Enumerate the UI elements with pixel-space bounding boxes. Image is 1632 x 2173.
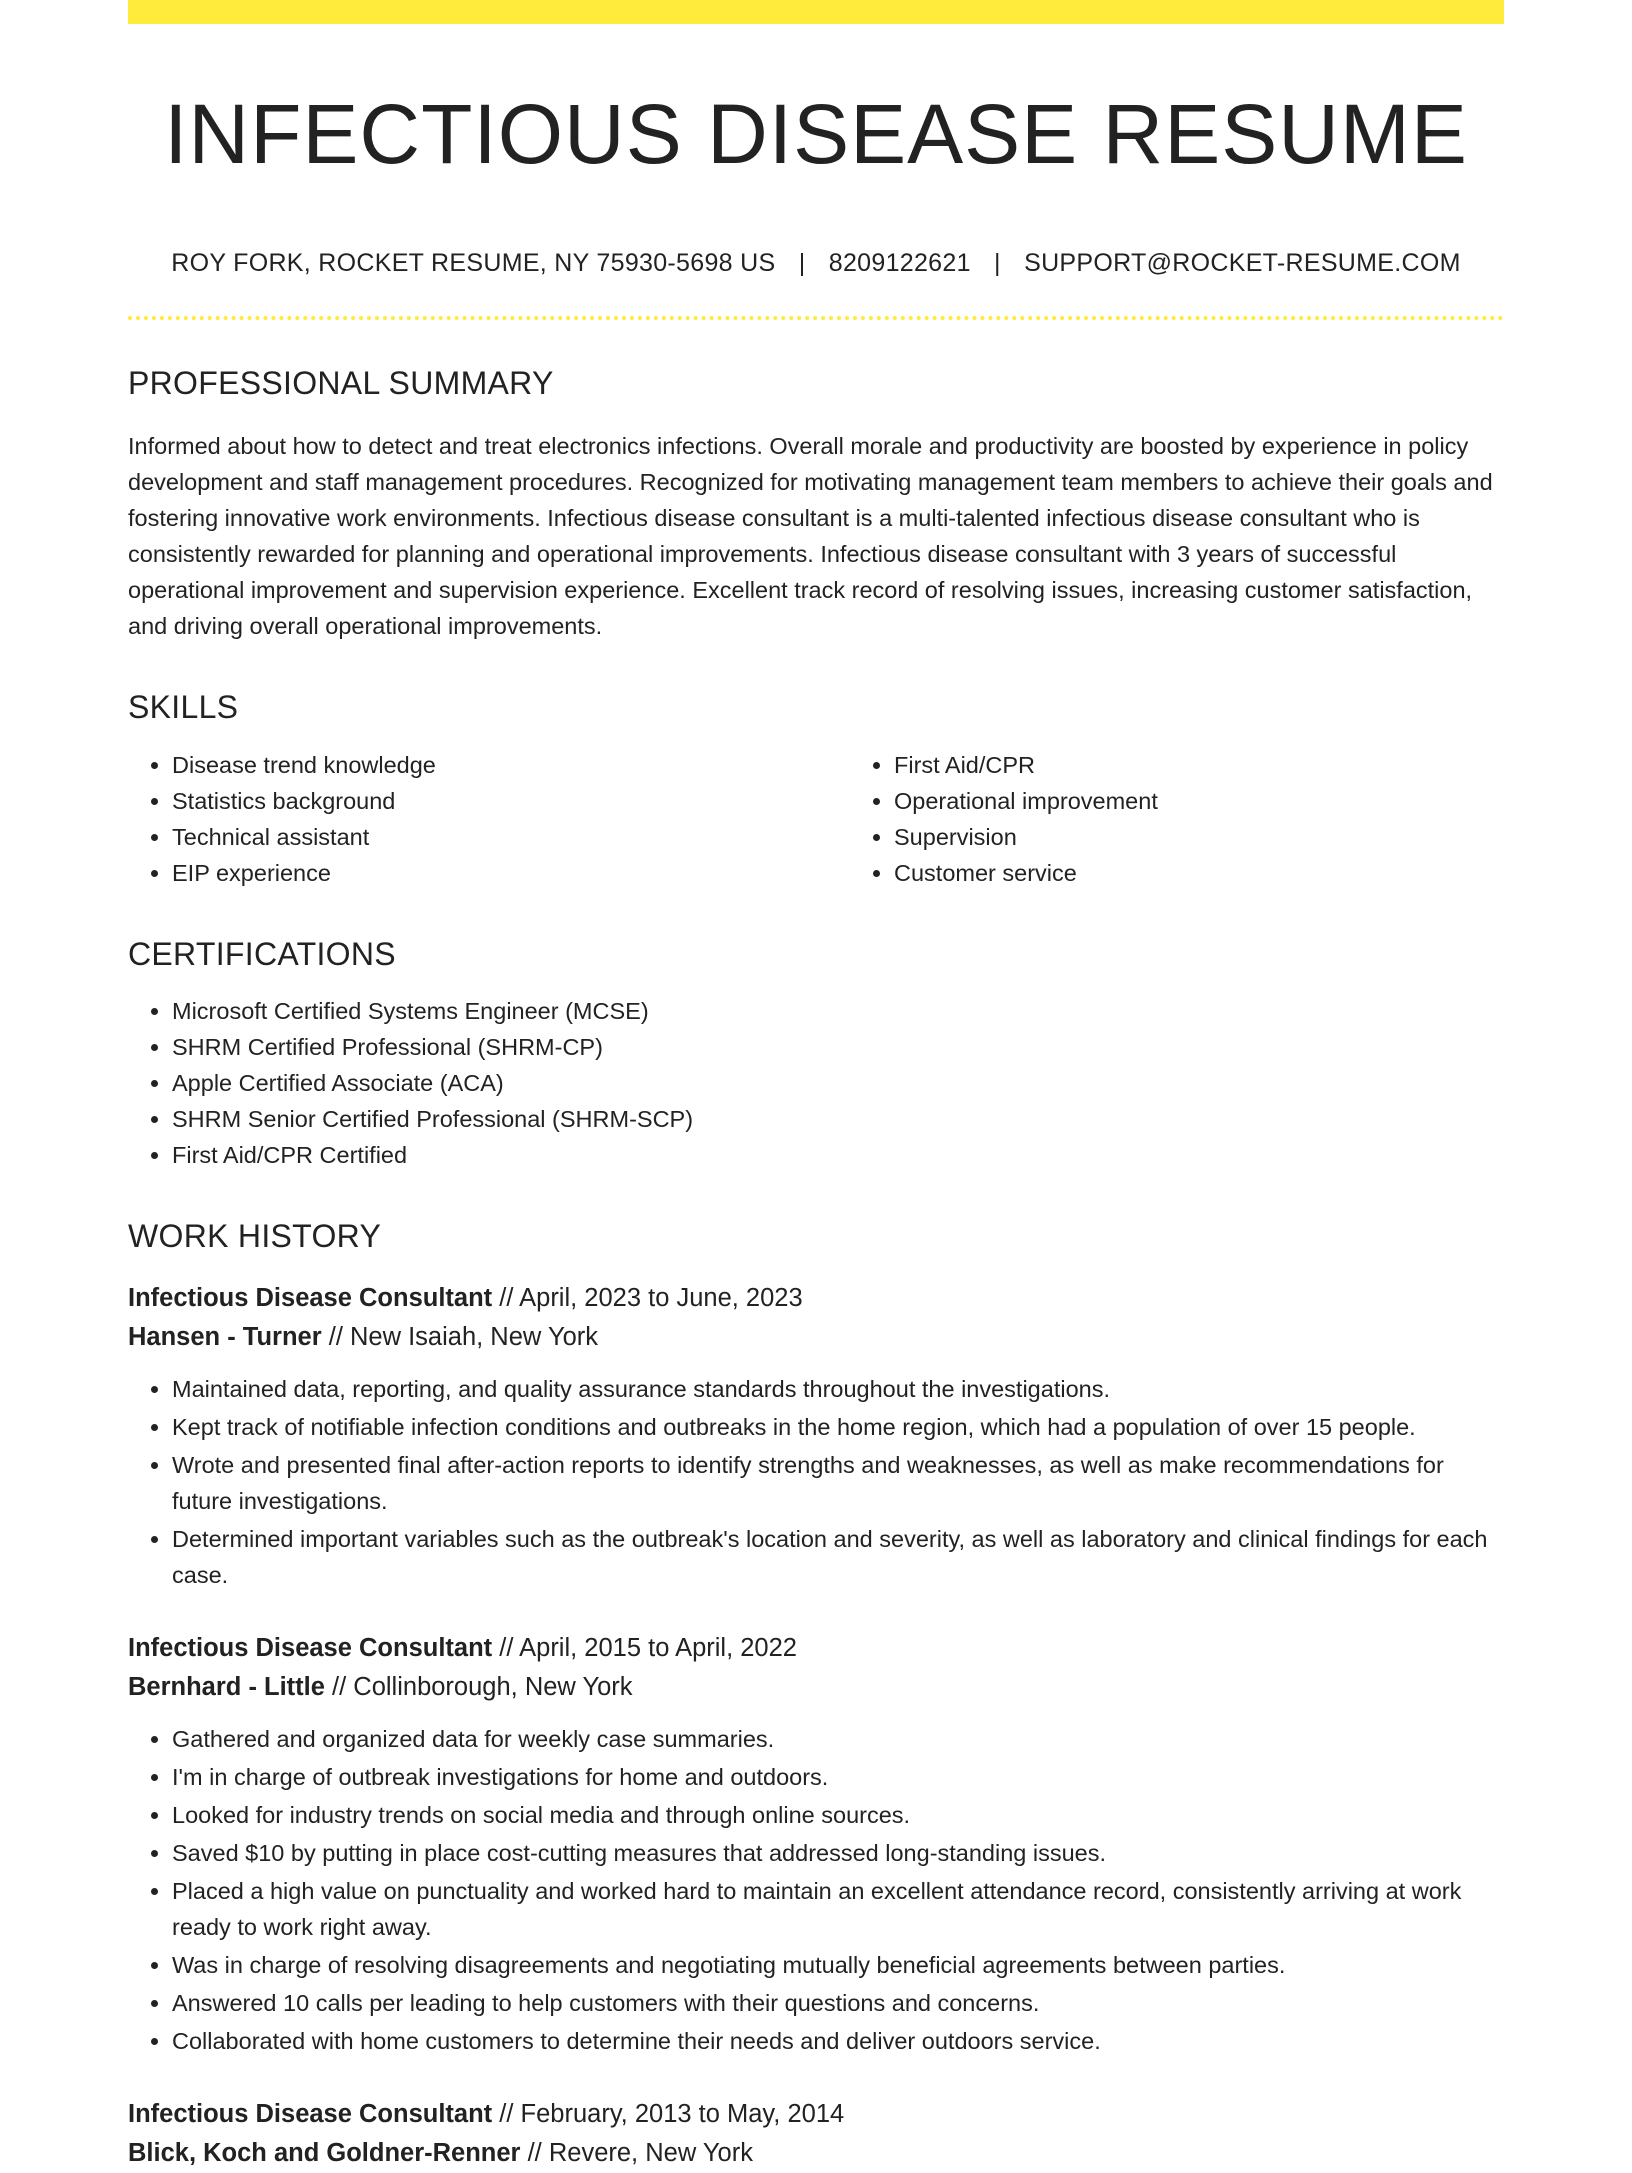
job-company: Hansen - Turner — [128, 1323, 322, 1352]
job-bullet: • Determined important variables such as the outbreak's location and severity, as well as laboratory and clinical findings for each case. — [172, 1521, 1504, 1593]
job-bullet: • Kept track of notifiable infection conditions and outbreaks in the home region, which had a population of over 15 people. — [172, 1409, 1504, 1445]
job-bullet: • Saved $10 by putting in place cost-cutting measures that addressed long-standing issues. — [172, 1835, 1504, 1871]
job-separator: // — [527, 2139, 542, 2168]
skill-item: • EIP experience — [172, 855, 850, 891]
job-entry — [128, 2095, 1504, 2173]
job-company: Bernhard - Little — [128, 1673, 325, 1702]
job-company-line — [128, 1668, 1504, 1707]
job-separator: // — [328, 1323, 343, 1352]
job-company-line — [128, 1318, 1504, 1357]
job-title: Infectious Disease Consultant — [128, 2100, 493, 2129]
skills-list-right — [850, 747, 1572, 891]
contact-line — [128, 249, 1504, 278]
summary-heading: PROFESSIONAL SUMMARY — [128, 364, 554, 401]
contact-email: SUPPORT@ROCKET-RESUME.COM — [1024, 248, 1461, 277]
work-history-section — [128, 1217, 1504, 2173]
job-bullet: • I'm in charge of outbreak investigations for home and outdoors. — [172, 1759, 1504, 1795]
job-bullet: • Placed a high value on punctuality and worked hard to maintain an excellent attendance record, consistently arriving at work ready to work right away. — [172, 1873, 1504, 1945]
job-separator: // — [499, 1284, 514, 1313]
skill-item: • Disease trend knowledge — [172, 747, 850, 783]
skills-section — [128, 688, 1504, 890]
accent-top-bar — [128, 0, 1504, 24]
certification-item: • First Aid/CPR Certified — [172, 1137, 1504, 1173]
certification-item: • Microsoft Certified Systems Engineer (MCSE) — [172, 993, 1504, 1029]
job-location: Collinborough, New York — [353, 1673, 633, 1702]
job-bullets — [128, 1721, 1504, 2059]
job-entry — [128, 1629, 1504, 2059]
job-location: Revere, New York — [548, 2139, 753, 2168]
skill-item: • Technical assistant — [172, 819, 850, 855]
job-separator: // — [499, 2100, 514, 2129]
job-bullet: • Maintained data, reporting, and quality assurance standards throughout the investigations. — [172, 1371, 1504, 1407]
job-title-line — [128, 2095, 1504, 2134]
work-history-heading: WORK HISTORY — [128, 1217, 382, 1254]
skill-item: • First Aid/CPR — [894, 747, 1572, 783]
certifications-list — [128, 993, 1504, 1173]
skill-item: • Supervision — [894, 819, 1572, 855]
job-bullets — [128, 1371, 1504, 1593]
job-title-line — [128, 1279, 1504, 1318]
job-location: New Isaiah, New York — [350, 1323, 599, 1352]
job-title: Infectious Disease Consultant — [128, 1284, 493, 1313]
certifications-heading: CERTIFICATIONS — [128, 935, 396, 972]
contact-phone: 8209122621 — [828, 248, 971, 277]
job-title: Infectious Disease Consultant — [128, 1634, 493, 1663]
contact-separator: | — [994, 248, 1001, 277]
job-separator: // — [499, 1634, 514, 1663]
certification-item: • Apple Certified Associate (ACA) — [172, 1065, 1504, 1101]
job-company-line — [128, 2134, 1504, 2173]
job-dates: April, 2023 to June, 2023 — [519, 1284, 803, 1313]
certification-item: • SHRM Senior Certified Professional (SHRM-SCP) — [172, 1101, 1504, 1137]
skill-item: • Statistics background — [172, 783, 850, 819]
job-bullet: • Looked for industry trends on social media and through online sources. — [172, 1797, 1504, 1833]
skill-item: • Customer service — [894, 855, 1572, 891]
job-bullet: • Was in charge of resolving disagreements and negotiating mutually beneficial agreements between parties. — [172, 1947, 1504, 1983]
job-bullet: • Wrote and presented final after-action reports to identify strengths and weaknesses, as well as make recommendations for future investigations. — [172, 1447, 1504, 1519]
job-dates: February, 2013 to May, 2014 — [520, 2100, 845, 2129]
job-bullet: • Collaborated with home customers to determine their needs and deliver outdoors service. — [172, 2023, 1504, 2059]
contact-address: ROY FORK, ROCKET RESUME, NY 75930-5698 US — [171, 248, 776, 277]
summary-text: Informed about how to detect and treat electronics infections. Overall morale and productivity are boosted by experience in policy development and staff management procedures. Recognized for motivating management team members to achieve their goals and fostering innovative work environments. Infectious disease consultant is a multi-talented infectious disease consultant who is consistently rewarded for planning and operational improvements. Infectious disease consultant with 3 years of successful operational improvement and supervision experience. Excellent track record of resolving issues, increasing customer satisfaction, and driving overall operational improvements. — [128, 433, 1493, 640]
skills-list-left — [128, 747, 850, 891]
job-dates: April, 2015 to April, 2022 — [519, 1634, 797, 1663]
skill-item: • Operational improvement — [894, 783, 1572, 819]
skills-heading: SKILLS — [128, 689, 239, 726]
job-entry — [128, 1279, 1504, 1593]
resume-content — [128, 0, 1504, 2173]
summary-section — [128, 364, 1504, 644]
job-company: Blick, Koch and Goldner-Renner — [128, 2139, 521, 2168]
certification-item: • SHRM Certified Professional (SHRM-CP) — [172, 1029, 1504, 1065]
job-bullet: • Gathered and organized data for weekly case summaries. — [172, 1721, 1504, 1757]
dotted-divider — [128, 316, 1504, 320]
job-bullet: • Answered 10 calls per leading to help customers with their questions and concerns. — [172, 1985, 1504, 2021]
certifications-section — [128, 935, 1504, 1173]
contact-separator: | — [798, 248, 806, 277]
skills-columns — [128, 747, 1504, 891]
job-title-line — [128, 1629, 1504, 1668]
resume-title: INFECTIOUS DISEASE RESUME — [164, 87, 1468, 181]
job-separator: // — [332, 1673, 347, 1702]
